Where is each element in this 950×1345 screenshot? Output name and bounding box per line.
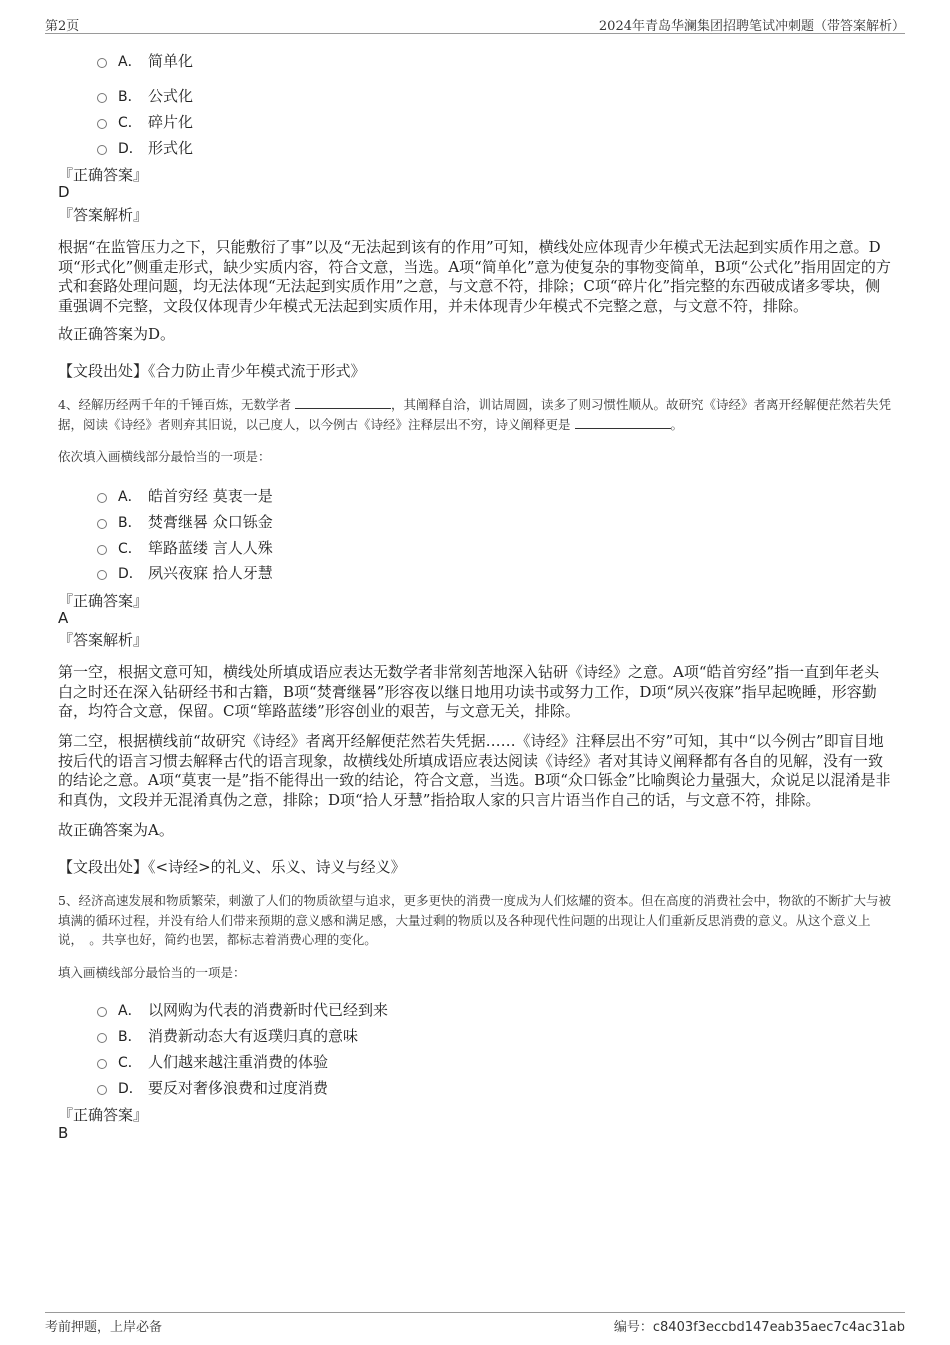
q4-prompt: 依次填入画横线部分最恰当的一项是： (58, 449, 271, 464)
document-title: 2024年青岛华澜集团招聘笔试冲刺题（带答案解析） (598, 19, 905, 34)
q3-source: 【文段出处】《合力防止青少年模式流于形式》 (58, 362, 366, 380)
footer-slogan: 考前押题，上岸必备 (45, 1320, 163, 1335)
q5-answer: B (58, 1124, 69, 1142)
radio-icon[interactable] (97, 1033, 107, 1043)
q4-option-a[interactable]: A． 皓首穷经 莫衷一是 (97, 485, 273, 506)
document-code: 编号：c8403f3eccbd147eab35aec7c4ac31ab (613, 1320, 905, 1335)
radio-icon[interactable] (97, 1007, 107, 1017)
q4-conclusion: 故正确答案为A。 (58, 821, 174, 839)
q5-option-b[interactable]: B． 消费新动态大有返璞归真的意味 (97, 1025, 358, 1046)
radio-icon[interactable] (97, 1085, 107, 1095)
radio-icon[interactable] (97, 519, 107, 529)
page-footer (45, 1312, 905, 1335)
q3-answer: D (58, 183, 70, 201)
radio-icon[interactable] (97, 1059, 107, 1069)
q4-answer: A (58, 609, 69, 627)
q3-analysis-label: 『答案解析』 (58, 206, 149, 224)
q5-option-a[interactable]: A． 以网购为代表的消费新时代已经到来 (97, 999, 388, 1020)
q4-option-b[interactable]: B． 焚膏继晷 众口铄金 (97, 511, 273, 532)
radio-icon[interactable] (97, 119, 107, 129)
q4-analysis-1: 第一空，根据文意可知，横线处所填成语应表达无数学者非常刻苦地深入钻研《诗经》之意。A项“皓首穷经”指一直到年老头白之时还在深入钻研经书和古籍，B项“焚膏继晷”形容夜以继日地用功读书或努力工作，D项“夙兴夜寐”指早起晚睡，形容勤奋，均符合文意，保留。C项“筚路蓝缕”形容创业的艰苦，与文意无关，排除。 (58, 663, 880, 720)
q5-prompt: 填入画横线部分最恰当的一项是： (58, 965, 246, 980)
q5-answer-label: 『正确答案』 (58, 1106, 149, 1124)
q4-analysis-2: 第二空，根据横线前“故研究《诗经》者离开经解便茫然若失凭据……《诗经》注释层出不穷”可知，其中“以今例古”即盲目地按后代的语言习惯去解释古代的语言现象，故横线处所填成语应表达阅读《诗经》者对其诗义阐释都有各自的见解，没有一致的结论之意。A项“莫衷一是”指不能得出一致的结论，符合文意，当选。B项“众口铄金”比喻舆论力量强大，众说足以混淆是非和真伪，文段并无混淆真伪之意，排除；D项“拾人牙慧”指拾取人家的只言片语当作自己的话，与文意不符，排除。 (58, 732, 891, 809)
q5-option-d[interactable]: D． 要反对奢侈浪费和过度消费 (97, 1077, 328, 1098)
q3-analysis: 根据“在监管压力之下，只能敷衍了事”以及“无法起到该有的作用”可知，横线处应体现青少年模式无法起到实质作用之意。D项“形式化”侧重走形式，缺少实质内容，符合文意，当选。A项“简单化”意为使复杂的事物变简单，B项“公式化”指用固定的方式和套路处理问题，均无法体现“无法起到实质作用”之意，与文意不符，排除；C项“碎片化”指完整的东西破成诸多零块，侧重强调不完整，文段仅体现青少年模式无法起到实质作用，并未体现青少年模式不完整之意，与文意不符，排除。 (58, 238, 891, 315)
q3-option-c[interactable]: C． 碎片化 (97, 111, 193, 132)
radio-icon[interactable] (97, 93, 107, 103)
radio-icon[interactable] (97, 493, 107, 503)
radio-icon[interactable] (97, 145, 107, 155)
q4-answer-label: 『正确答案』 (58, 592, 149, 610)
q4-stem: 4、经解历经两千年的千锤百炼，无数学者 ，其阐释自洽，训诂周圆，读多了则习惯性顺从。故研究《诗经》者离开经解便茫然若失凭据，阅读《诗经》者则弃其旧说，以己度人，以今例古《诗经》注释层出不穷，诗义阐释更是 。 (58, 397, 891, 432)
q4-analysis-label: 『答案解析』 (58, 631, 149, 649)
radio-icon[interactable] (97, 58, 107, 68)
q3-option-a[interactable]: A． 简单化 (97, 50, 193, 71)
q4-option-d[interactable]: D． 夙兴夜寐 拾人牙慧 (97, 562, 273, 583)
radio-icon[interactable] (97, 545, 107, 555)
q3-answer-label: 『正确答案』 (58, 166, 149, 184)
page-number: 第2页 (45, 19, 80, 34)
fill-blank (575, 416, 671, 429)
page-header (45, 13, 905, 34)
q4-source: 【文段出处】《<诗经>的礼义、乐义、诗义与经义》 (58, 858, 406, 876)
q5-option-c[interactable]: C． 人们越来越注重消费的体验 (97, 1051, 328, 1072)
q4-option-c[interactable]: C． 筚路蓝缕 言人人殊 (97, 537, 273, 558)
q5-stem: 5、经济高速发展和物质繁荣，刺激了人们的物质欲望与追求，更多更快的消费一度成为人们炫耀的资本。但在高度的消费社会中，物欲的不断扩大与被填满的循环过程，并没有给人们带来预期的意义感和满足感，大量过剩的物质以及各种现代性问题的出现让人们重新反思消费的意义。从这个意义上说， 。共享也好，简约也罢，都标志着消费心理的变化。 (58, 893, 891, 947)
q3-option-b[interactable]: B． 公式化 (97, 85, 193, 106)
q3-conclusion: 故正确答案为D。 (58, 325, 176, 343)
radio-icon[interactable] (97, 570, 107, 580)
fill-blank (295, 396, 391, 409)
q3-option-d[interactable]: D． 形式化 (97, 137, 193, 158)
